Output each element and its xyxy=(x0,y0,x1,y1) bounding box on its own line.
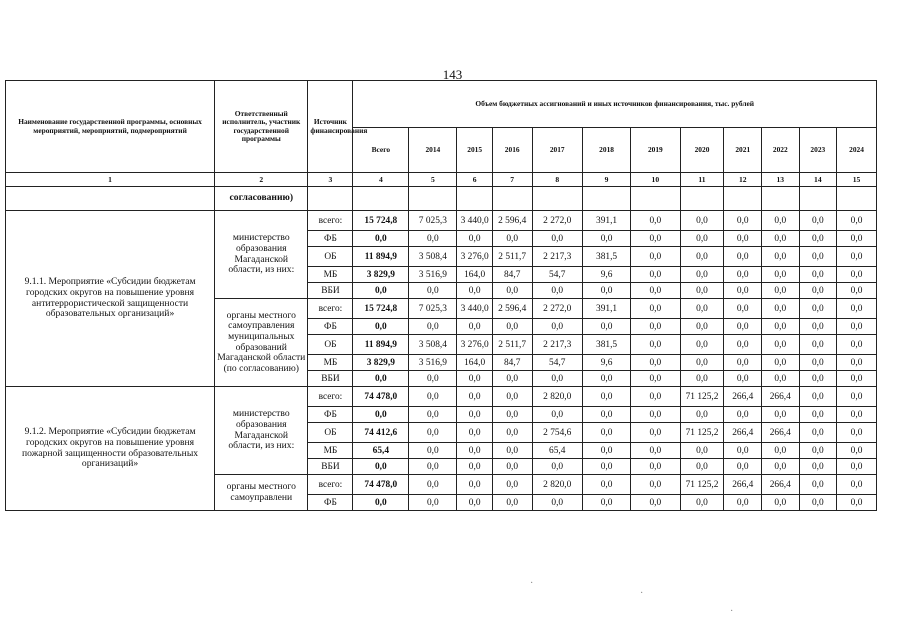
header-source: Источник финансирования xyxy=(308,81,353,173)
value-cell: 2 754,6 xyxy=(532,423,582,443)
value-cell: 0,0 xyxy=(724,283,762,299)
value-cell: 0,0 xyxy=(582,371,630,387)
value-cell: 0,0 xyxy=(762,319,800,335)
value-cell: 0,0 xyxy=(492,319,532,335)
value-cell: 0,0 xyxy=(680,231,724,247)
total-cell: 65,4 xyxy=(353,443,409,459)
source-cell: ВБИ xyxy=(308,459,353,475)
source-cell: всего: xyxy=(308,299,353,319)
value-cell: 2 217,3 xyxy=(532,335,582,355)
value-cell: 0,0 xyxy=(631,475,680,495)
responsible-cell: органы местного самоуправления муниципальных образований Магаданской области (по согласованию) xyxy=(215,299,308,387)
value-cell: 0,0 xyxy=(680,319,724,335)
total-cell: 0,0 xyxy=(353,371,409,387)
value-cell: 0,0 xyxy=(457,371,492,387)
value-cell: 0,0 xyxy=(724,335,762,355)
value-cell: 0,0 xyxy=(457,423,492,443)
value-cell: 0,0 xyxy=(631,267,680,283)
continuation-row xyxy=(6,187,877,211)
responsible-cell: министерство образования Магаданской области, из них: xyxy=(215,211,308,299)
total-cell: 74 478,0 xyxy=(353,387,409,407)
value-cell: 0,0 xyxy=(837,267,877,283)
value-cell: 0,0 xyxy=(837,495,877,511)
value-cell: 0,0 xyxy=(492,459,532,475)
value-cell: 2 511,7 xyxy=(492,247,532,267)
source-cell: МБ xyxy=(308,267,353,283)
value-cell: 0,0 xyxy=(582,283,630,299)
value-cell: 0,0 xyxy=(582,443,630,459)
value-cell: 0,0 xyxy=(724,267,762,283)
value-cell: 0,0 xyxy=(837,459,877,475)
value-cell: 0,0 xyxy=(631,459,680,475)
value-cell: 0,0 xyxy=(492,283,532,299)
value-cell: 0,0 xyxy=(492,371,532,387)
value-cell: 0,0 xyxy=(762,371,800,387)
total-cell: 11 894,9 xyxy=(353,335,409,355)
value-cell: 0,0 xyxy=(724,459,762,475)
value-cell: 0,0 xyxy=(837,423,877,443)
value-cell: 0,0 xyxy=(724,211,762,231)
value-cell: 0,0 xyxy=(799,335,837,355)
total-cell: 74 412,6 xyxy=(353,423,409,443)
source-cell: ОБ xyxy=(308,335,353,355)
value-cell: 7 025,3 xyxy=(409,211,457,231)
value-cell: 0,0 xyxy=(837,443,877,459)
value-cell: 0,0 xyxy=(799,299,837,319)
value-cell: 0,0 xyxy=(409,371,457,387)
value-cell: 266,4 xyxy=(762,423,800,443)
value-cell: 0,0 xyxy=(409,319,457,335)
value-cell: 0,0 xyxy=(762,231,800,247)
source-cell: МБ xyxy=(308,443,353,459)
header-volume: Объем бюджетных ассигнований и иных источников финансирования, тыс. рублей xyxy=(353,81,877,128)
value-cell: 3 440,0 xyxy=(457,211,492,231)
column-number: 3 xyxy=(308,173,353,187)
value-cell: 9,6 xyxy=(582,267,630,283)
value-cell: 0,0 xyxy=(680,335,724,355)
value-cell: 3 276,0 xyxy=(457,335,492,355)
source-cell: ОБ xyxy=(308,247,353,267)
value-cell: 2 217,3 xyxy=(532,247,582,267)
column-number: 14 xyxy=(799,173,837,187)
value-cell: 54,7 xyxy=(532,355,582,371)
value-cell: 65,4 xyxy=(532,443,582,459)
column-number: 11 xyxy=(680,173,724,187)
value-cell: 54,7 xyxy=(532,267,582,283)
value-cell: 0,0 xyxy=(837,283,877,299)
value-cell: 0,0 xyxy=(680,407,724,423)
budget-table xyxy=(5,80,877,511)
value-cell: 0,0 xyxy=(724,495,762,511)
table-body xyxy=(6,187,877,511)
value-cell: 7 025,3 xyxy=(409,299,457,319)
value-cell: 0,0 xyxy=(762,443,800,459)
value-cell: 0,0 xyxy=(492,407,532,423)
value-cell: 0,0 xyxy=(457,387,492,407)
header-year: 2016 xyxy=(492,128,532,173)
value-cell: 2 596,4 xyxy=(492,299,532,319)
value-cell: 0,0 xyxy=(799,423,837,443)
total-cell: 0,0 xyxy=(353,231,409,247)
value-cell: 0,0 xyxy=(799,387,837,407)
value-cell: 0,0 xyxy=(680,299,724,319)
value-cell: 0,0 xyxy=(631,231,680,247)
value-cell: 71 125,2 xyxy=(680,387,724,407)
value-cell: 0,0 xyxy=(837,299,877,319)
value-cell: 0,0 xyxy=(582,475,630,495)
column-number: 2 xyxy=(215,173,308,187)
value-cell: 0,0 xyxy=(631,423,680,443)
value-cell: 0,0 xyxy=(631,443,680,459)
scan-speck: · xyxy=(730,606,734,617)
value-cell: 0,0 xyxy=(724,407,762,423)
value-cell: 0,0 xyxy=(631,319,680,335)
header-year: 2024 xyxy=(837,128,877,173)
total-cell: 15 724,8 xyxy=(353,299,409,319)
value-cell: 0,0 xyxy=(409,443,457,459)
value-cell: 0,0 xyxy=(631,387,680,407)
value-cell: 0,0 xyxy=(492,443,532,459)
page-number: 143 xyxy=(442,67,463,82)
value-cell: 0,0 xyxy=(837,475,877,495)
value-cell: 0,0 xyxy=(680,371,724,387)
value-cell: 0,0 xyxy=(799,407,837,423)
source-cell: всего: xyxy=(308,387,353,407)
column-number: 9 xyxy=(582,173,630,187)
value-cell: 0,0 xyxy=(680,443,724,459)
value-cell: 381,5 xyxy=(582,247,630,267)
value-cell: 0,0 xyxy=(837,247,877,267)
header-responsible: Ответственный исполнитель, участник государственной программы xyxy=(215,81,308,173)
header-year: 2015 xyxy=(457,128,492,173)
value-cell: 0,0 xyxy=(457,495,492,511)
value-cell: 2 596,4 xyxy=(492,211,532,231)
value-cell: 0,0 xyxy=(837,231,877,247)
value-cell: 0,0 xyxy=(680,283,724,299)
value-cell: 0,0 xyxy=(762,495,800,511)
column-number: 13 xyxy=(762,173,800,187)
table-row xyxy=(6,387,877,407)
total-cell: 3 829,9 xyxy=(353,355,409,371)
responsible-cell: министерство образования Магаданской области, из них: xyxy=(215,387,308,475)
value-cell: 3 508,4 xyxy=(409,247,457,267)
value-cell: 0,0 xyxy=(582,387,630,407)
value-cell: 0,0 xyxy=(724,443,762,459)
value-cell: 0,0 xyxy=(762,355,800,371)
source-cell: всего: xyxy=(308,475,353,495)
column-numbers-row xyxy=(6,173,877,187)
value-cell: 0,0 xyxy=(837,371,877,387)
total-cell: 0,0 xyxy=(353,319,409,335)
value-cell: 0,0 xyxy=(582,423,630,443)
value-cell: 0,0 xyxy=(837,387,877,407)
empty-cell xyxy=(6,187,215,211)
value-cell: 381,5 xyxy=(582,335,630,355)
value-cell: 0,0 xyxy=(532,407,582,423)
column-number: 6 xyxy=(457,173,492,187)
value-cell: 0,0 xyxy=(631,355,680,371)
table-header xyxy=(6,81,877,187)
value-cell: 0,0 xyxy=(799,443,837,459)
value-cell: 0,0 xyxy=(724,319,762,335)
total-cell: 74 478,0 xyxy=(353,475,409,495)
value-cell: 0,0 xyxy=(532,371,582,387)
value-cell: 391,1 xyxy=(582,211,630,231)
value-cell: 0,0 xyxy=(724,371,762,387)
value-cell: 0,0 xyxy=(457,319,492,335)
value-cell: 266,4 xyxy=(724,475,762,495)
column-number: 8 xyxy=(532,173,582,187)
source-cell: ОБ xyxy=(308,423,353,443)
source-cell: ВБИ xyxy=(308,371,353,387)
value-cell: 0,0 xyxy=(799,211,837,231)
value-cell: 0,0 xyxy=(457,459,492,475)
source-cell: ФБ xyxy=(308,231,353,247)
value-cell: 0,0 xyxy=(582,459,630,475)
measure-name: 9.1.2. Мероприятие «Субсидии бюджетам городских округов на повышение уровня пожарной защищенности образовательных организаций» xyxy=(6,387,215,511)
value-cell: 0,0 xyxy=(762,267,800,283)
value-cell: 0,0 xyxy=(631,371,680,387)
value-cell: 0,0 xyxy=(762,299,800,319)
value-cell: 0,0 xyxy=(680,495,724,511)
column-number: 7 xyxy=(492,173,532,187)
value-cell: 0,0 xyxy=(457,443,492,459)
total-cell: 11 894,9 xyxy=(353,247,409,267)
header-year: 2022 xyxy=(762,128,800,173)
value-cell: 0,0 xyxy=(457,283,492,299)
value-cell: 0,0 xyxy=(631,335,680,355)
responsible-cell: органы местного самоуправлени xyxy=(215,475,308,511)
value-cell: 0,0 xyxy=(799,267,837,283)
value-cell: 0,0 xyxy=(492,231,532,247)
value-cell: 0,0 xyxy=(762,211,800,231)
total-cell: 0,0 xyxy=(353,407,409,423)
column-number: 15 xyxy=(837,173,877,187)
value-cell: 0,0 xyxy=(492,495,532,511)
value-cell: 0,0 xyxy=(532,459,582,475)
value-cell: 0,0 xyxy=(799,247,837,267)
header-year: 2017 xyxy=(532,128,582,173)
value-cell: 164,0 xyxy=(457,355,492,371)
value-cell: 0,0 xyxy=(799,319,837,335)
value-cell: 0,0 xyxy=(409,495,457,511)
header-year: 2014 xyxy=(409,128,457,173)
value-cell: 71 125,2 xyxy=(680,475,724,495)
value-cell: 0,0 xyxy=(457,475,492,495)
value-cell: 0,0 xyxy=(799,459,837,475)
value-cell: 0,0 xyxy=(582,231,630,247)
value-cell: 0,0 xyxy=(631,283,680,299)
value-cell: 0,0 xyxy=(409,283,457,299)
total-cell: 0,0 xyxy=(353,495,409,511)
value-cell: 0,0 xyxy=(762,459,800,475)
value-cell: 391,1 xyxy=(582,299,630,319)
source-cell: МБ xyxy=(308,355,353,371)
value-cell: 0,0 xyxy=(799,495,837,511)
value-cell: 3 440,0 xyxy=(457,299,492,319)
column-number: 12 xyxy=(724,173,762,187)
value-cell: 0,0 xyxy=(532,319,582,335)
column-number: 1 xyxy=(6,173,215,187)
value-cell: 3 508,4 xyxy=(409,335,457,355)
value-cell: 266,4 xyxy=(762,387,800,407)
value-cell: 0,0 xyxy=(631,495,680,511)
value-cell: 0,0 xyxy=(532,283,582,299)
header-total: Всего xyxy=(353,128,409,173)
source-cell: ФБ xyxy=(308,319,353,335)
header-name: Наименование государственной программы, основных мероприятий, мероприятий, подмероприятий xyxy=(6,81,215,173)
total-cell: 15 724,8 xyxy=(353,211,409,231)
value-cell: 0,0 xyxy=(799,475,837,495)
value-cell: 0,0 xyxy=(631,299,680,319)
header-year: 2018 xyxy=(582,128,630,173)
value-cell: 0,0 xyxy=(631,211,680,231)
value-cell: 0,0 xyxy=(582,319,630,335)
value-cell: 0,0 xyxy=(799,371,837,387)
value-cell: 3 276,0 xyxy=(457,247,492,267)
value-cell: 0,0 xyxy=(837,319,877,335)
value-cell: 3 516,9 xyxy=(409,355,457,371)
value-cell: 0,0 xyxy=(799,231,837,247)
table-row xyxy=(6,211,877,231)
value-cell: 0,0 xyxy=(492,475,532,495)
value-cell: 0,0 xyxy=(457,407,492,423)
value-cell: 0,0 xyxy=(837,355,877,371)
value-cell: 0,0 xyxy=(680,247,724,267)
value-cell: 0,0 xyxy=(409,459,457,475)
value-cell: 0,0 xyxy=(837,211,877,231)
value-cell: 0,0 xyxy=(492,423,532,443)
value-cell: 0,0 xyxy=(631,247,680,267)
value-cell: 0,0 xyxy=(724,231,762,247)
value-cell: 0,0 xyxy=(799,283,837,299)
value-cell: 0,0 xyxy=(762,407,800,423)
value-cell: 0,0 xyxy=(799,355,837,371)
value-cell: 0,0 xyxy=(409,231,457,247)
column-number: 4 xyxy=(353,173,409,187)
value-cell: 0,0 xyxy=(680,459,724,475)
scan-speck: · xyxy=(640,588,644,599)
value-cell: 0,0 xyxy=(762,283,800,299)
value-cell: 2 820,0 xyxy=(532,387,582,407)
header-year: 2019 xyxy=(631,128,680,173)
header-year: 2023 xyxy=(799,128,837,173)
value-cell: 0,0 xyxy=(837,407,877,423)
value-cell: 0,0 xyxy=(724,355,762,371)
total-cell: 3 829,9 xyxy=(353,267,409,283)
source-cell: всего: xyxy=(308,211,353,231)
value-cell: 0,0 xyxy=(631,407,680,423)
continuation-text: согласованию) xyxy=(215,187,308,211)
source-cell: ФБ xyxy=(308,495,353,511)
value-cell: 266,4 xyxy=(762,475,800,495)
value-cell: 3 516,9 xyxy=(409,267,457,283)
value-cell: 0,0 xyxy=(457,231,492,247)
value-cell: 2 272,0 xyxy=(532,299,582,319)
value-cell: 266,4 xyxy=(724,423,762,443)
value-cell: 266,4 xyxy=(724,387,762,407)
value-cell: 0,0 xyxy=(680,267,724,283)
column-number: 5 xyxy=(409,173,457,187)
measure-name: 9.1.1. Мероприятие «Субсидии бюджетам городских округов на повышение уровня антитеррористической защищенности образовательных организаций» xyxy=(6,211,215,387)
value-cell: 0,0 xyxy=(680,355,724,371)
value-cell: 2 272,0 xyxy=(532,211,582,231)
value-cell: 71 125,2 xyxy=(680,423,724,443)
value-cell: 9,6 xyxy=(582,355,630,371)
scan-speck: · xyxy=(530,578,534,589)
value-cell: 0,0 xyxy=(724,247,762,267)
value-cell: 0,0 xyxy=(532,495,582,511)
value-cell: 0,0 xyxy=(582,495,630,511)
value-cell: 84,7 xyxy=(492,267,532,283)
value-cell: 0,0 xyxy=(837,335,877,355)
value-cell: 0,0 xyxy=(762,247,800,267)
value-cell: 84,7 xyxy=(492,355,532,371)
total-cell: 0,0 xyxy=(353,459,409,475)
value-cell: 0,0 xyxy=(532,231,582,247)
value-cell: 2 511,7 xyxy=(492,335,532,355)
value-cell: 0,0 xyxy=(409,475,457,495)
source-cell: ФБ xyxy=(308,407,353,423)
value-cell: 0,0 xyxy=(762,335,800,355)
header-year: 2021 xyxy=(724,128,762,173)
value-cell: 0,0 xyxy=(492,387,532,407)
value-cell: 2 820,0 xyxy=(532,475,582,495)
value-cell: 0,0 xyxy=(724,299,762,319)
value-cell: 164,0 xyxy=(457,267,492,283)
total-cell: 0,0 xyxy=(353,283,409,299)
header-year: 2020 xyxy=(680,128,724,173)
value-cell: 0,0 xyxy=(409,387,457,407)
value-cell: 0,0 xyxy=(409,423,457,443)
source-cell: ВБИ xyxy=(308,283,353,299)
value-cell: 0,0 xyxy=(409,407,457,423)
column-number: 10 xyxy=(631,173,680,187)
value-cell: 0,0 xyxy=(582,407,630,423)
value-cell: 0,0 xyxy=(680,211,724,231)
